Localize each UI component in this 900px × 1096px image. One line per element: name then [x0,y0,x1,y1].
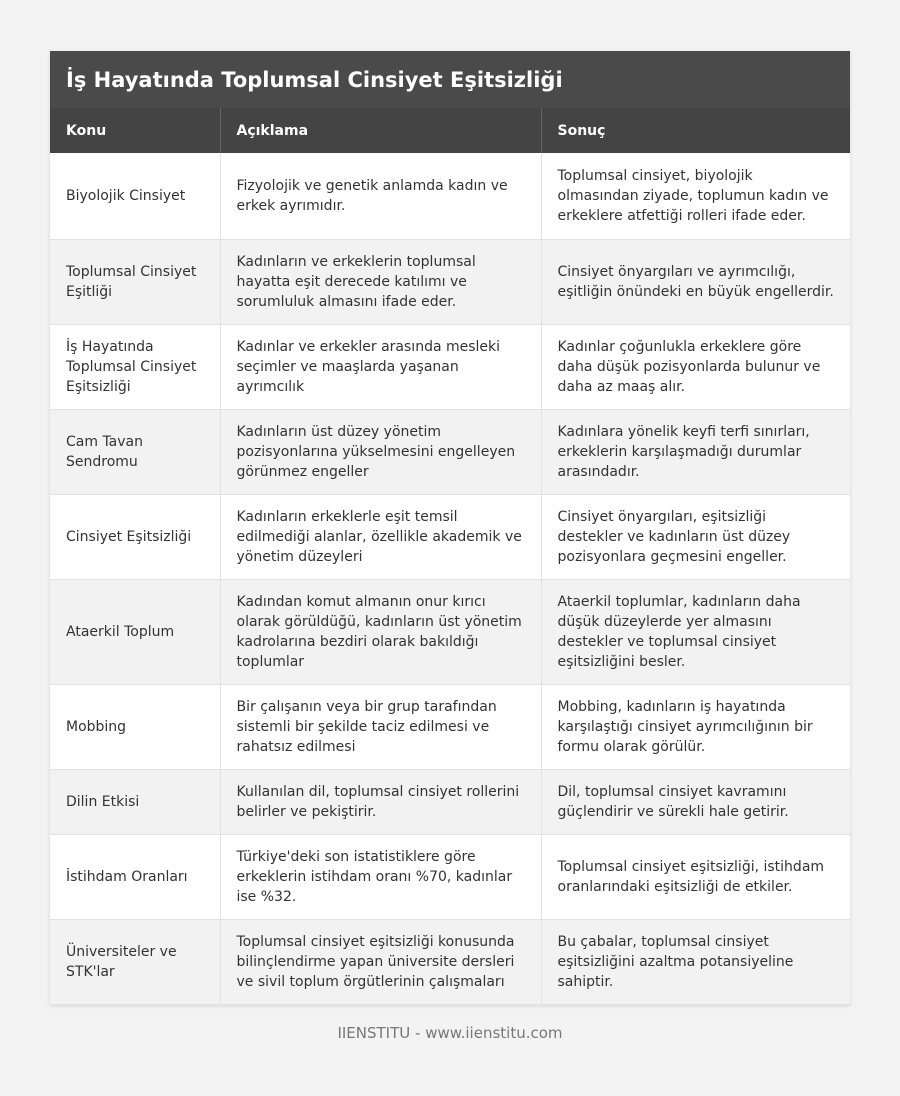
table-title: İş Hayatında Toplumsal Cinsiyet Eşitsizliği [50,51,850,108]
table-row [50,239,850,324]
table-row [50,834,850,919]
cell-konu: İstihdam Oranları [50,834,220,919]
cell-aciklama: Kadından komut almanın onur kırıcı olarak görüldüğü, kadınların üst yönetim kadrolarına bezdiri olarak bakıldığı toplumlar [220,579,541,684]
table-row [50,324,850,409]
cell-aciklama: Fizyolojik ve genetik anlamda kadın ve erkek ayrımıdır. [220,153,541,239]
table-row [50,769,850,834]
cell-aciklama: Türkiye'deki son istatistiklere göre erkeklerin istihdam oranı %70, kadınlar ise %32. [220,834,541,919]
header-row [50,108,850,153]
cell-aciklama: Toplumsal cinsiyet eşitsizliği konusunda bilinçlendirme yapan üniversite dersleri ve sivil toplum örgütlerinin çalışmaları [220,919,541,1004]
cell-aciklama: Kadınların ve erkeklerin toplumsal hayatta eşit derecede katılımı ve sorumluluk almasını ifade eder. [220,239,541,324]
cell-konu: Dilin Etkisi [50,769,220,834]
cell-aciklama: Kullanılan dil, toplumsal cinsiyet rollerini belirler ve pekiştirir. [220,769,541,834]
cell-sonuc: Toplumsal cinsiyet eşitsizliği, istihdam oranlarındaki eşitsizliği de etkiler. [541,834,850,919]
cell-konu: Biyolojik Cinsiyet [50,153,220,239]
cell-konu: Toplumsal Cinsiyet Eşitliği [50,239,220,324]
cell-sonuc: Toplumsal cinsiyet, biyolojik olmasından ziyade, toplumun kadın ve erkeklere atfettiği rolleri ifade eder. [541,153,850,239]
table-row [50,579,850,684]
cell-sonuc: Ataerkil toplumlar, kadınların daha düşük düzeylerde yer almasını destekler ve toplumsal cinsiyet eşitsizliğini besler. [541,579,850,684]
cell-konu: Cam Tavan Sendromu [50,409,220,494]
cell-konu: Üniversiteler ve STK'lar [50,919,220,1004]
cell-sonuc: Cinsiyet önyargıları, eşitsizliği destekler ve kadınların üst düzey pozisyonlara geçmesini engeller. [541,494,850,579]
column-header-aciklama: Açıklama [220,108,541,153]
cell-konu: İş Hayatında Toplumsal Cinsiyet Eşitsizliği [50,324,220,409]
cell-sonuc: Cinsiyet önyargıları ve ayrımcılığı, eşitliğin önündeki en büyük engellerdir. [541,239,850,324]
cell-konu: Mobbing [50,684,220,769]
cell-sonuc: Kadınlar çoğunlukla erkeklere göre daha düşük pozisyonlarda bulunur ve daha az maaş alır. [541,324,850,409]
table-row [50,153,850,239]
column-header-sonuc: Sonuç [541,108,850,153]
cell-konu: Cinsiyet Eşitsizliği [50,494,220,579]
cell-sonuc: Kadınlara yönelik keyfi terfi sınırları, erkeklerin karşılaşmadığı durumlar arasındadır. [541,409,850,494]
cell-aciklama: Kadınlar ve erkekler arasında mesleki seçimler ve maaşlarda yaşanan ayrımcılık [220,324,541,409]
table-row [50,919,850,1004]
column-header-konu: Konu [50,108,220,153]
footer-credit: IIENSTITU - www.iienstitu.com [337,1024,563,1042]
cell-aciklama: Kadınların erkeklerle eşit temsil edilmediği alanlar, özellikle akademik ve yönetim düzeyleri [220,494,541,579]
table-row [50,409,850,494]
table-row [50,494,850,579]
cell-sonuc: Bu çabalar, toplumsal cinsiyet eşitsizliğini azaltma potansiyeline sahiptir. [541,919,850,1004]
cell-aciklama: Bir çalışanın veya bir grup tarafından sistemli bir şekilde taciz edilmesi ve rahatsız edilmesi [220,684,541,769]
cell-aciklama: Kadınların üst düzey yönetim pozisyonlarına yükselmesini engelleyen görünmez engeller [220,409,541,494]
cell-sonuc: Mobbing, kadınların iş hayatında karşılaştığı cinsiyet ayrımcılığının bir formu olarak görülür. [541,684,850,769]
cell-sonuc: Dil, toplumsal cinsiyet kavramını güçlendirir ve sürekli hale getirir. [541,769,850,834]
cell-konu: Ataerkil Toplum [50,579,220,684]
table-row [50,684,850,769]
data-table [50,108,850,1005]
table-card [50,51,850,1005]
